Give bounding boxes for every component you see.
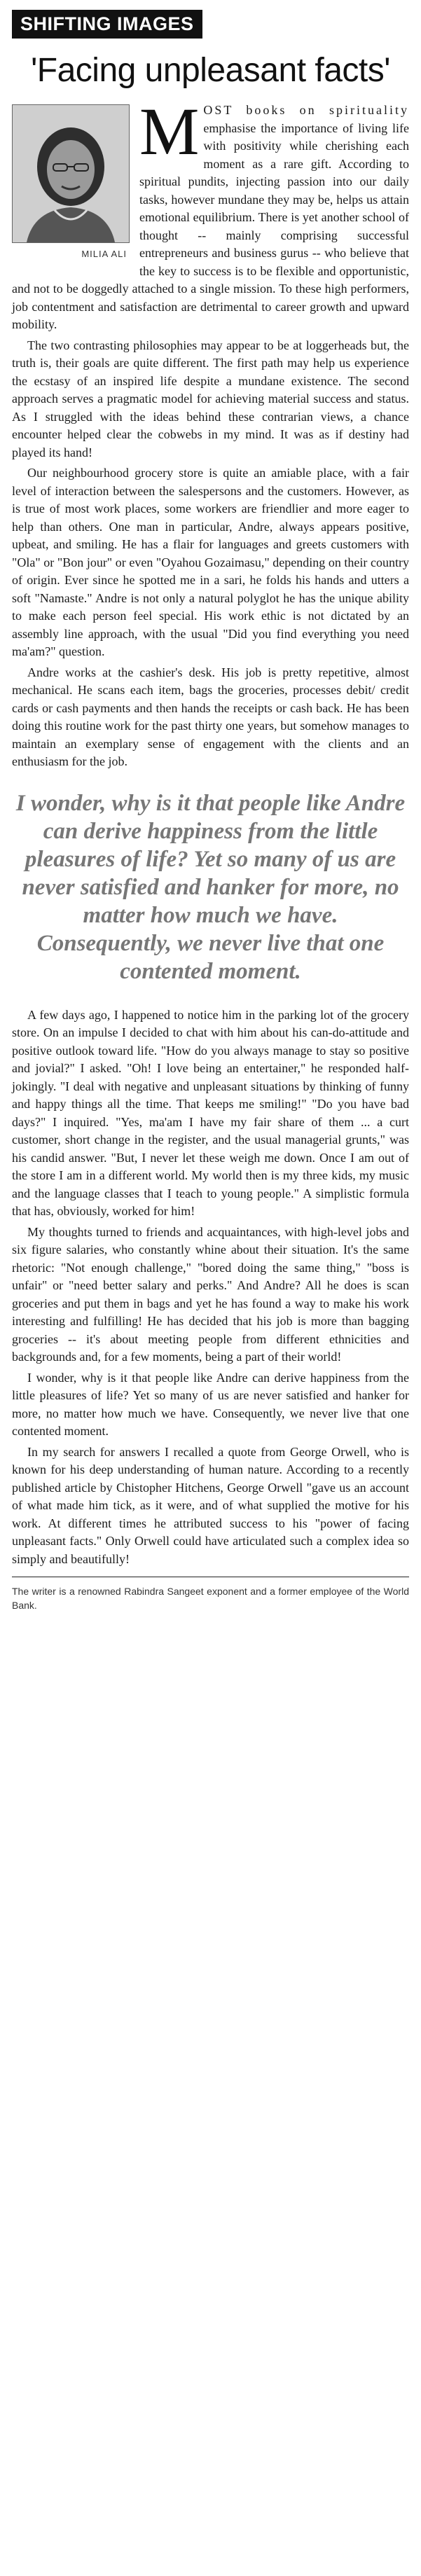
paragraph: The two contrasting philosophies may appear to be at loggerheads but, the truth is, their goals are quite different. The first path may help us experience the ecstasy of an inspired life despite a mundane existence. The second approach serves a pragmatic model for achieving material success and status. As I struggled with the ideas behind these contrarian views, a chance encounter helped clear the cobwebs in my mind. It was as if destiny had played its hand! bbox=[12, 338, 409, 459]
paragraph: Our neighbourhood grocery store is quite an amiable place, with a fair level of interaction between the salespersons and the customers. However, as is true of most work places, some workers are friendlier and more eager to help than others. One man in particular, Andre, always appears positive, upbeat, and smiling. He has a flair for languages and greets customers with "Ola" or "Bon jour" or even "Oyahou Gozaimasu," depending on their country of origin. Ever since he spotted me in a sari, he folds his hands and utters a soft "Namaste." Andre is not only a natural polyglot he has the unique ability to make each person feel special. His work ethic is not dictated by an assembly line approach, with the usual "Did you find everything you need ma'am?" question. bbox=[12, 466, 409, 658]
author-portrait-image bbox=[13, 105, 129, 242]
paragraph: A few days ago, I happened to notice him in the parking lot of the grocery store. On an impulse I decided to chat with him about his can-do-attitude and positive outlook toward life. "How do you always manage to stay so positive and jovial?" I asked. "Oh! I love being an entertainer," he responded half-jokingly. "I deal with negative and unpleasant situations by thinking of funny and happy things all the time. That keeps me smiling!" "Do you have bad days?" I inquired. "Yes, ma'am I have my fair share of them ... a curt customer, short change in the register, and the usual managerial grunts," was his candid answer. "But, I never let these weigh me down. Once I am out of the store I am in a different world. My world then is my three kids, my music and the language classes that I teach to young people." A simplistic formula that has, obviously, worked for him! bbox=[12, 1007, 409, 1218]
section-tag: SHIFTING IMAGES bbox=[12, 10, 202, 39]
lead-rest-text: emphasise the importance of living life with positivity while cherishing each moment as a rare gift. According to spiritual pundits, injecting passion into our daily tasks, however mundane they may be, helps us attain emotional equilibrium. There is yet another school of thought -- mainly comprising successful entrepreneurs and business gurus -- who believe that the key to success is to be flexible and opportunistic, and not to be doggedly attached to a single mission. To these high performers, job contentment and satisfaction are detrimental to career growth and upward mobility. bbox=[12, 120, 409, 331]
author-photo-box bbox=[12, 104, 130, 263]
author-byline: MILIA ALI bbox=[81, 249, 127, 259]
paragraph: I wonder, why is it that people like Andre can derive happiness from the little pleasures of life? Yet so many of us are never satisfied and hanker for more, no matter how much we have. Consequently, we never live that one contented moment. bbox=[12, 1370, 409, 1438]
author-photo bbox=[12, 104, 130, 243]
article-page bbox=[12, 0, 409, 1612]
paragraph: My thoughts turned to friends and acquaintances, with high-level jobs and six figure salaries, who constantly whine about their situation. It's the same rhetoric: "Not enough challenge," "bored doing the same thing," "boss is unfair" or "need better salary and perks." And Andre? All he does is scan groceries and put them in bags and yet he has found a way to make his work interesting and fulfilling! He has decided that his job is more than bagging groceries -- it's about meeting people from different ethnicities and backgrounds and, for a few moments, being a part of their world! bbox=[12, 1224, 409, 1364]
drop-cap: M bbox=[139, 94, 200, 169]
paragraph: Andre works at the cashier's desk. His job is pretty repetitive, almost mechanical. He scans each item, bags the groceries, processes debit/ credit cards or cash payments and then hands the receipts or cash back. He has been doing this routine work for the past thirty one years, but somehow manages to maintain an exemplary sense of engagement with the clients and an enthusiasm for the job. bbox=[12, 665, 409, 768]
author-footnote: The writer is a renowned Rabindra Sangeet exponent and a former employee of the World Bank. bbox=[12, 1586, 409, 1611]
paragraph: In my search for answers I recalled a quote from George Orwell, who is known for his deep understanding of human nature. According to a recently published article by Chistopher Hitchens, George Orwell "gave us an account of what made him tick, as it were, and of what supplied the motive for his work. At different times he attributed success to his "power of facing unpleasant facts." Only Orwell could have articulated such a complex idea so simply and beautifully! bbox=[12, 1444, 409, 1566]
lead-start-text: OST books on spirituality bbox=[203, 103, 409, 117]
headline: 'Facing unpleasant facts' bbox=[31, 52, 390, 89]
article-body bbox=[12, 94, 409, 1612]
pull-quote: I wonder, why is it that people like Andre can derive happiness from the little pleasures of life? Yet so many of us are never satisfied and hanker for more, no matter how much we have. Consequently, we never live that one contented moment. bbox=[15, 790, 406, 984]
